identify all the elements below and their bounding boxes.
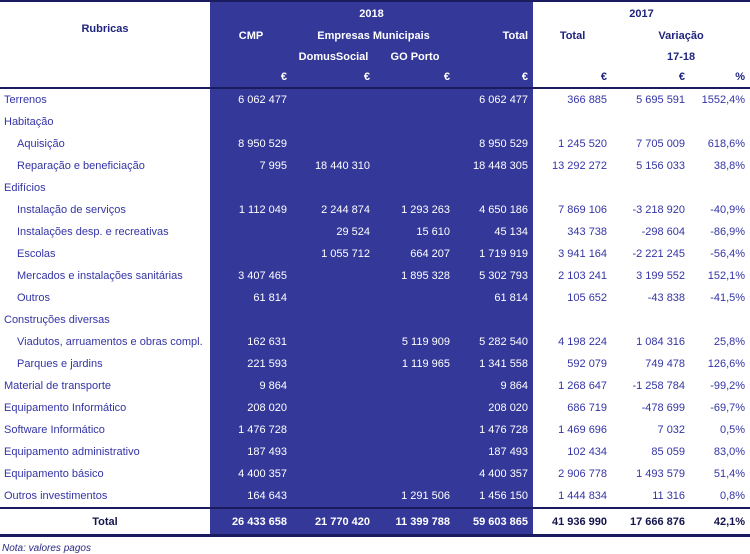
unit-euro-cmp: € <box>210 67 292 88</box>
cell-var <box>612 111 690 133</box>
cell-var: 3 199 552 <box>636 270 686 282</box>
cell-var <box>612 177 690 199</box>
table-row <box>0 221 750 243</box>
total-cell-go-porto: 11 399 788 <box>375 508 455 536</box>
cell-domus <box>292 133 375 155</box>
cell-goporto <box>375 397 455 419</box>
cell-total2018: 61 814 <box>455 287 533 309</box>
cell-domus <box>292 485 375 508</box>
rubrica-label: Habitação <box>4 116 54 128</box>
cell-pct: 0,8% <box>719 490 746 502</box>
cell-total2018: 9 864 <box>455 375 533 397</box>
column-header-variacao-period: 17-18 <box>666 51 696 63</box>
cell-goporto <box>375 309 455 331</box>
rubrica-label: Reparação e beneficiação <box>17 160 145 172</box>
column-group-2018: 2018 <box>210 1 533 25</box>
cell-cmp: 3 407 465 <box>210 265 292 287</box>
cell-total2017: 686 719 <box>567 402 608 414</box>
cell-pct <box>690 177 750 199</box>
cell-goporto <box>375 88 455 111</box>
table-row <box>0 133 750 155</box>
cell-goporto <box>375 177 455 199</box>
cell-goporto: 1 291 506 <box>375 485 455 508</box>
column-header-total-2017: Total <box>559 30 586 42</box>
cell-total2018: 6 062 477 <box>455 88 533 111</box>
cell-cmp: 1 112 049 <box>210 199 292 221</box>
cell-total2017: 1 469 696 <box>558 424 608 436</box>
cell-total2017 <box>533 309 612 331</box>
cell-total2018: 5 282 540 <box>455 331 533 353</box>
cell-total2017: 102 434 <box>567 446 608 458</box>
cell-var: 85 059 <box>651 446 686 458</box>
cell-goporto: 15 610 <box>375 221 455 243</box>
cell-pct: -56,4% <box>710 248 746 260</box>
rubrica-label: Edifícios <box>4 182 46 194</box>
column-header-rubricas: Rubricas <box>0 1 210 88</box>
cell-pct: 0,5% <box>719 424 746 436</box>
column-header-variacao: Variação <box>658 30 704 42</box>
cell-pct: 126,6% <box>707 358 746 370</box>
cell-cmp <box>210 309 292 331</box>
table-row <box>0 155 750 177</box>
unit-euro-total-2017: € <box>533 67 612 88</box>
cell-var: -2 221 245 <box>632 248 686 260</box>
rubrica-label: Escolas <box>17 248 56 260</box>
header-spacer-total-2018 <box>455 47 533 67</box>
cell-total2018: 8 950 529 <box>455 133 533 155</box>
rubrica-label: Material de transporte <box>4 380 111 392</box>
cell-domus <box>292 463 375 485</box>
cell-total2017 <box>533 177 612 199</box>
table-row <box>0 441 750 463</box>
cell-var: 7 705 009 <box>636 138 686 150</box>
cell-total2017: 366 885 <box>567 94 608 106</box>
table-row <box>0 353 750 375</box>
cell-total2017: 1 268 647 <box>558 380 608 392</box>
table-row <box>0 287 750 309</box>
rubrica-label: Construções diversas <box>4 314 110 326</box>
cell-var: 5 156 033 <box>636 160 686 172</box>
cell-pct: 51,4% <box>713 468 746 480</box>
cell-cmp <box>210 221 292 243</box>
cell-goporto: 1 895 328 <box>375 265 455 287</box>
cell-pct <box>690 111 750 133</box>
table-footer <box>0 508 750 536</box>
cell-var: -298 604 <box>641 226 686 238</box>
cell-var: 11 316 <box>652 490 686 502</box>
cell-pct: 618,6% <box>707 138 746 150</box>
total-cell-2018: 59 603 865 <box>455 508 533 536</box>
cell-cmp <box>210 243 292 265</box>
cell-goporto <box>375 375 455 397</box>
table-row <box>0 375 750 397</box>
cell-domus: 2 244 874 <box>292 199 375 221</box>
cell-cmp: 4 400 357 <box>210 463 292 485</box>
column-header-cmp: CMP <box>210 25 292 47</box>
header-row-years <box>0 1 750 25</box>
cell-domus <box>292 111 375 133</box>
cell-goporto <box>375 441 455 463</box>
cell-pct: -69,7% <box>710 402 746 414</box>
rubrica-label: Outros <box>17 292 51 304</box>
cell-pct: -40,9% <box>710 204 746 216</box>
table-row <box>0 243 750 265</box>
cell-total2018: 187 493 <box>455 441 533 463</box>
cell-domus <box>292 353 375 375</box>
cell-total2017: 343 738 <box>567 226 608 238</box>
rubrica-label: Aquisição <box>17 138 65 150</box>
cell-var: 1 493 579 <box>636 468 686 480</box>
cell-total2018: 4 650 186 <box>455 199 533 221</box>
cell-domus <box>292 331 375 353</box>
cell-goporto <box>375 111 455 133</box>
cell-total2018: 1 341 558 <box>455 353 533 375</box>
cell-domus <box>292 419 375 441</box>
cell-pct: -99,2% <box>710 380 746 392</box>
cell-total2018 <box>455 309 533 331</box>
cell-total2017: 105 652 <box>567 292 608 304</box>
cell-domus: 29 524 <box>292 221 375 243</box>
table-row <box>0 397 750 419</box>
rubrica-label: Equipamento Informático <box>4 402 127 414</box>
cell-pct: 152,1% <box>707 270 746 282</box>
table-row <box>0 419 750 441</box>
unit-percent-variacao: % <box>690 67 750 88</box>
cell-total2017: 4 198 224 <box>558 336 608 348</box>
cell-cmp <box>210 111 292 133</box>
cell-domus: 18 440 310 <box>292 155 375 177</box>
total-cell-2017: 41 936 990 <box>533 508 612 536</box>
cell-pct <box>690 309 750 331</box>
table-row <box>0 309 750 331</box>
cell-total2017: 3 941 164 <box>558 248 608 260</box>
cell-total2018: 1 719 919 <box>455 243 533 265</box>
table-row <box>0 463 750 485</box>
total-cell-variacao: 17 666 876 <box>612 508 690 536</box>
cell-domus <box>292 287 375 309</box>
cell-cmp: 187 493 <box>210 441 292 463</box>
cell-cmp: 6 062 477 <box>210 88 292 111</box>
cell-domus: 1 055 712 <box>292 243 375 265</box>
cell-cmp: 7 995 <box>210 155 292 177</box>
rubrica-label: Equipamento básico <box>4 468 104 480</box>
total-row <box>0 508 750 536</box>
cell-total2018: 18 448 305 <box>455 155 533 177</box>
cell-goporto <box>375 287 455 309</box>
cell-var <box>612 309 690 331</box>
cell-total2018: 45 134 <box>455 221 533 243</box>
rubrica-label: Instalação de serviços <box>17 204 126 216</box>
column-header-domussocial: DomusSocial <box>292 47 375 67</box>
cell-total2017: 1 245 520 <box>558 138 608 150</box>
rubrica-label: Terrenos <box>4 94 47 106</box>
total-cell-domussocial: 21 770 420 <box>292 508 375 536</box>
cell-cmp <box>210 177 292 199</box>
cell-var: 749 478 <box>645 358 686 370</box>
cell-total2017: 592 079 <box>567 358 608 370</box>
table-row <box>0 265 750 287</box>
cell-pct: 25,8% <box>713 336 746 348</box>
cell-var: 7 032 <box>657 424 686 436</box>
cell-domus <box>292 375 375 397</box>
cell-domus <box>292 177 375 199</box>
table-body <box>0 88 750 508</box>
rubrica-label: Software Informático <box>4 424 105 436</box>
column-group-2017: 2017 <box>629 7 654 20</box>
cell-total2018: 1 476 728 <box>455 419 533 441</box>
cell-goporto <box>375 155 455 177</box>
cell-total2017: 13 292 272 <box>551 160 608 172</box>
cell-total2017: 1 444 834 <box>558 490 608 502</box>
header-spacer-cmp <box>210 47 292 67</box>
cell-total2017: 2 103 241 <box>558 270 608 282</box>
cell-pct: -41,5% <box>710 292 746 304</box>
table-row <box>0 331 750 353</box>
cell-goporto <box>375 419 455 441</box>
cell-var: 1 084 316 <box>636 336 686 348</box>
cell-total2018: 208 020 <box>455 397 533 419</box>
cell-cmp: 61 814 <box>210 287 292 309</box>
table-row <box>0 111 750 133</box>
unit-euro-go-porto: € <box>375 67 455 88</box>
cell-goporto <box>375 463 455 485</box>
column-group-empresas-municipais: Empresas Municipais <box>292 25 455 47</box>
unit-euro-variacao: € <box>612 67 690 88</box>
rubrica-label: Equipamento administrativo <box>4 446 140 458</box>
cell-domus <box>292 265 375 287</box>
cell-cmp: 1 476 728 <box>210 419 292 441</box>
cell-total2018: 4 400 357 <box>455 463 533 485</box>
cell-cmp: 162 631 <box>210 331 292 353</box>
unit-euro-total-2018: € <box>455 67 533 88</box>
cell-cmp: 164 643 <box>210 485 292 508</box>
cell-var: -3 218 920 <box>632 204 686 216</box>
cell-pct: 83,0% <box>713 446 746 458</box>
cell-goporto: 664 207 <box>375 243 455 265</box>
cell-domus <box>292 309 375 331</box>
cell-var: -478 699 <box>641 402 686 414</box>
cell-domus <box>292 441 375 463</box>
column-header-go-porto: GO Porto <box>375 47 455 67</box>
cell-pct: 38,8% <box>713 160 746 172</box>
cell-goporto <box>375 133 455 155</box>
cell-goporto: 1 119 965 <box>375 353 455 375</box>
header-spacer-total-2017 <box>533 47 612 67</box>
cell-total2018 <box>455 111 533 133</box>
rubrica-label: Outros investimentos <box>4 490 108 502</box>
cell-domus <box>292 397 375 419</box>
cell-pct: 1552,4% <box>701 94 746 106</box>
cell-domus <box>292 88 375 111</box>
table-row <box>0 177 750 199</box>
unit-euro-domussocial: € <box>292 67 375 88</box>
rubrica-label: Parques e jardins <box>17 358 103 370</box>
rubrica-label: Mercados e instalações sanitárias <box>17 270 183 282</box>
cell-var: 5 695 591 <box>636 94 686 106</box>
cell-cmp: 221 593 <box>210 353 292 375</box>
cell-total2017 <box>533 111 612 133</box>
cell-cmp: 208 020 <box>210 397 292 419</box>
rubrica-label: Viadutos, arruamentos e obras compl. <box>17 336 203 348</box>
cell-total2018: 5 302 793 <box>455 265 533 287</box>
cell-pct: -86,9% <box>710 226 746 238</box>
table-header <box>0 1 750 88</box>
table-row <box>0 88 750 111</box>
total-cell-pct: 42,1% <box>690 508 750 536</box>
cell-total2017: 2 906 778 <box>558 468 608 480</box>
cell-goporto: 1 293 263 <box>375 199 455 221</box>
table-row <box>0 485 750 508</box>
total-label: Total <box>0 508 210 536</box>
cell-total2017: 7 869 106 <box>558 204 608 216</box>
cell-cmp: 8 950 529 <box>210 133 292 155</box>
footnote: Nota: valores pagos <box>2 543 91 554</box>
table-row <box>0 199 750 221</box>
total-cell-cmp: 26 433 658 <box>210 508 292 536</box>
cell-var: -1 258 784 <box>632 380 686 392</box>
cell-var: -43 838 <box>647 292 686 304</box>
cell-cmp: 9 864 <box>210 375 292 397</box>
cell-goporto: 5 119 909 <box>375 331 455 353</box>
cell-total2018 <box>455 177 533 199</box>
rubrica-label: Instalações desp. e recreativas <box>17 226 169 238</box>
cell-total2018: 1 456 150 <box>455 485 533 508</box>
column-header-total-2018: Total <box>455 25 533 47</box>
